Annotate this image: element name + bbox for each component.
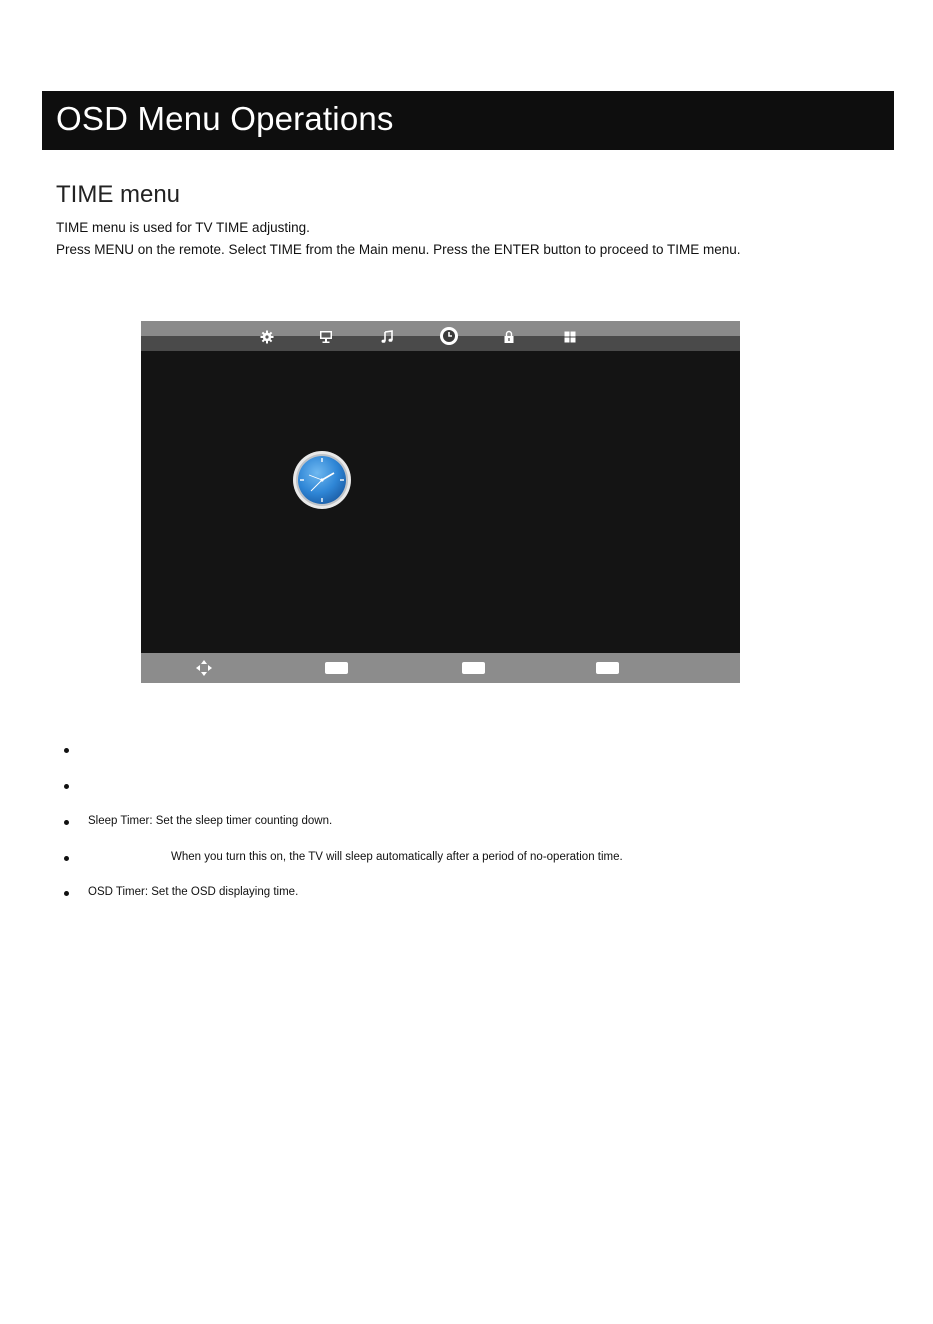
bullet-dot (64, 856, 69, 861)
navigate-arrows-icon (195, 659, 213, 677)
button-chip-icon (462, 662, 485, 674)
osd-footer-bar (141, 653, 740, 683)
intro-text-1: TIME menu is used for TV TIME adjusting. (56, 220, 310, 235)
bullet-dot (64, 748, 69, 753)
button-chip-icon (325, 662, 348, 674)
monitor-icon[interactable] (318, 329, 334, 345)
page-title: OSD Menu Operations (56, 100, 394, 137)
bullet-dot (64, 891, 69, 896)
clock-icon[interactable] (439, 326, 459, 346)
section-title: TIME menu (56, 181, 181, 208)
bullet-dot (64, 784, 69, 789)
gear-icon[interactable] (259, 329, 275, 345)
grid-icon[interactable] (562, 329, 578, 345)
button-chip-icon (596, 662, 619, 674)
osd-tab-bar (141, 321, 740, 351)
clock-illustration-icon (292, 450, 352, 510)
bullet-dot (64, 820, 69, 825)
music-note-icon[interactable] (379, 329, 395, 345)
header-banner (42, 91, 894, 150)
intro-text-2: Press MENU on the remote. Select TIME from the Main menu. Press the ENTER button to proceed to TIME menu. (56, 242, 741, 257)
lock-icon[interactable] (501, 329, 517, 345)
osd-screen (141, 321, 740, 683)
